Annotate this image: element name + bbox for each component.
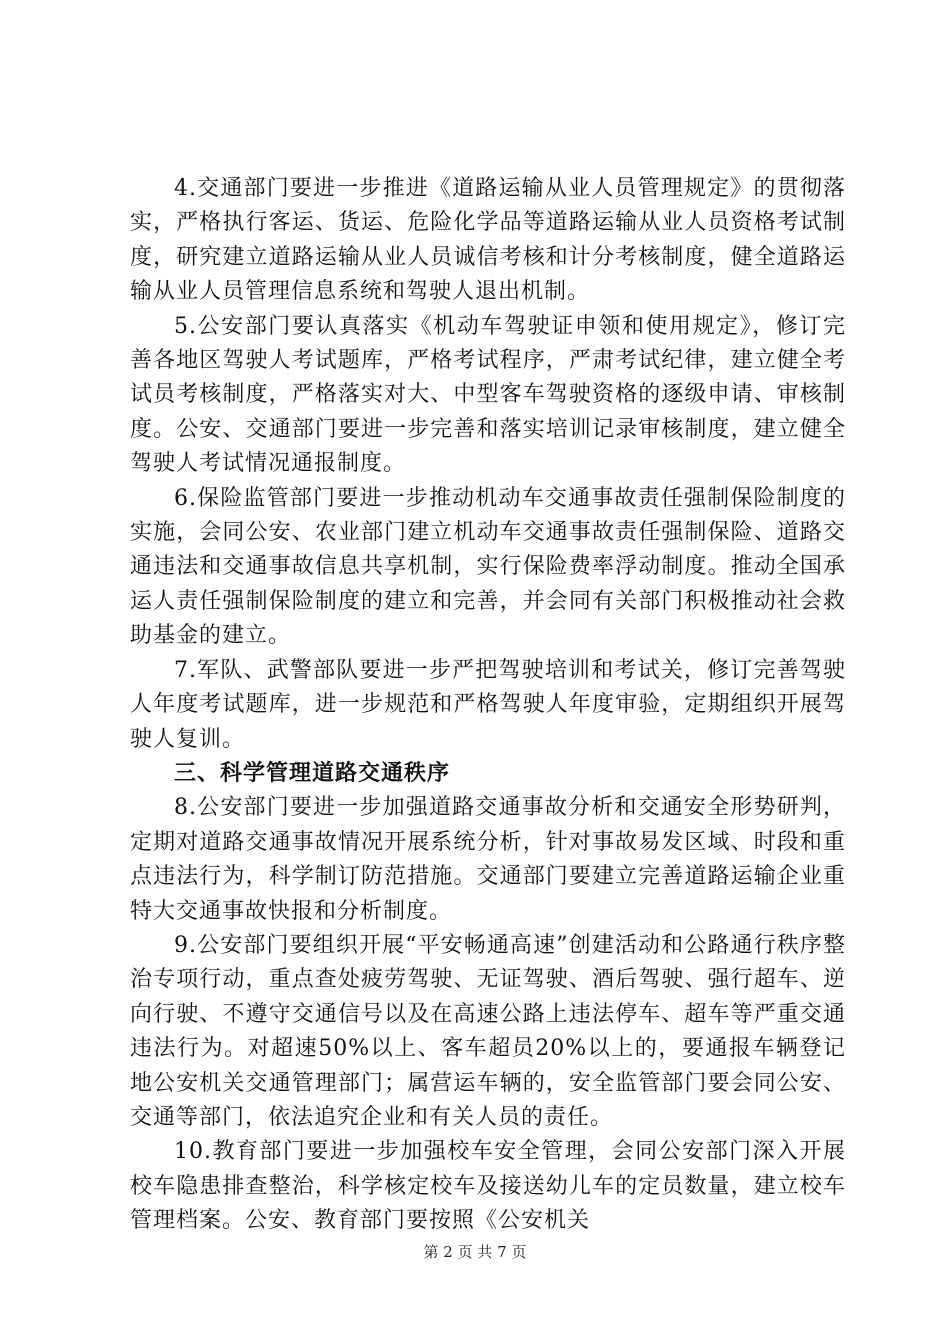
paragraph-item-8: 8.公安部门要进一步加强道路交通事故分析和交通安全形势研判，定期对道路交通事故情况开展系统分析，针对事故易发区域、时段和重点违法行为，科学制订防范措施。交通部门要建立完善道路运输企业重特大交通事故快报和分析制度。 xyxy=(130,795,846,924)
paragraph-item-6: 6.保险监管部门要进一步推动机动车交通事故责任强制保险制度的实施，会同公安、农业部门建立机动车交通事故责任强制保险、道路交通违法和交通事故信息共享机制，实行保险费率浮动制度。推动全国承运人责任强制保险制度的建立和完善，并会同有关部门积极推动社会救助基金的建立。 xyxy=(130,485,846,649)
paragraph-item-10: 10.教育部门要进一步加强校车安全管理，会同公安部门深入开展校车隐患排查整治，科学核定校车及接送幼儿车的定员数量，建立校车管理档案。公安、教育部门要按照《公安机关 xyxy=(130,1139,846,1234)
document-body xyxy=(130,172,846,1239)
section-heading: 三、科学管理道路交通秩序 xyxy=(174,760,451,786)
paragraph-item-7: 7.军队、武警部队要进一步严把驾驶培训和考试关，修订完善驾驶人年度考试题库，进一步规范和严格驾驶人年度审验，定期组织开展驾驶人复训。 xyxy=(130,657,846,752)
paragraph-item-5: 5.公安部门要认真落实《机动车驾驶证申领和使用规定》，修订完善各地区驾驶人考试题库，严格考试程序，严肃考试纪律，建立健全考试员考核制度，严格落实对大、中型客车驾驶资格的逐级申请、审核制度。公安、交通部门要进一步完善和落实培训记录审核制度，建立健全驾驶人考试情况通报制度。 xyxy=(130,313,846,477)
page-footer xyxy=(0,1242,950,1262)
paragraph-item-9: 9.公安部门要组织开展“平安畅通高速”创建活动和公路通行秩序整治专项行动，重点查处疲劳驾驶、无证驾驶、酒后驾驶、强行超车、逆向行驶、不遵守交通信号以及在高速公路上违法停车、超车等严重交通违法行为。对超速50%以上、客车超员20%以上的，要通报车辆登记地公安机关交通管理部门；属营运车辆的，安全监管部门要会同公安、交通等部门，依法追究企业和有关人员的责任。 xyxy=(130,932,846,1130)
page-number-label: 第 2 页 共 7 页 xyxy=(423,1243,527,1261)
paragraph-item-4: 4.交通部门要进一步推进《道路运输从业人员管理规定》的贯彻落实，严格执行客运、货运、危险化学品等道路运输从业人员资格考试制度，研究建立道路运输从业人员诚信考核和计分考核制度，健全道路运输从业人员管理信息系统和驾驶人退出机制。 xyxy=(130,176,846,305)
